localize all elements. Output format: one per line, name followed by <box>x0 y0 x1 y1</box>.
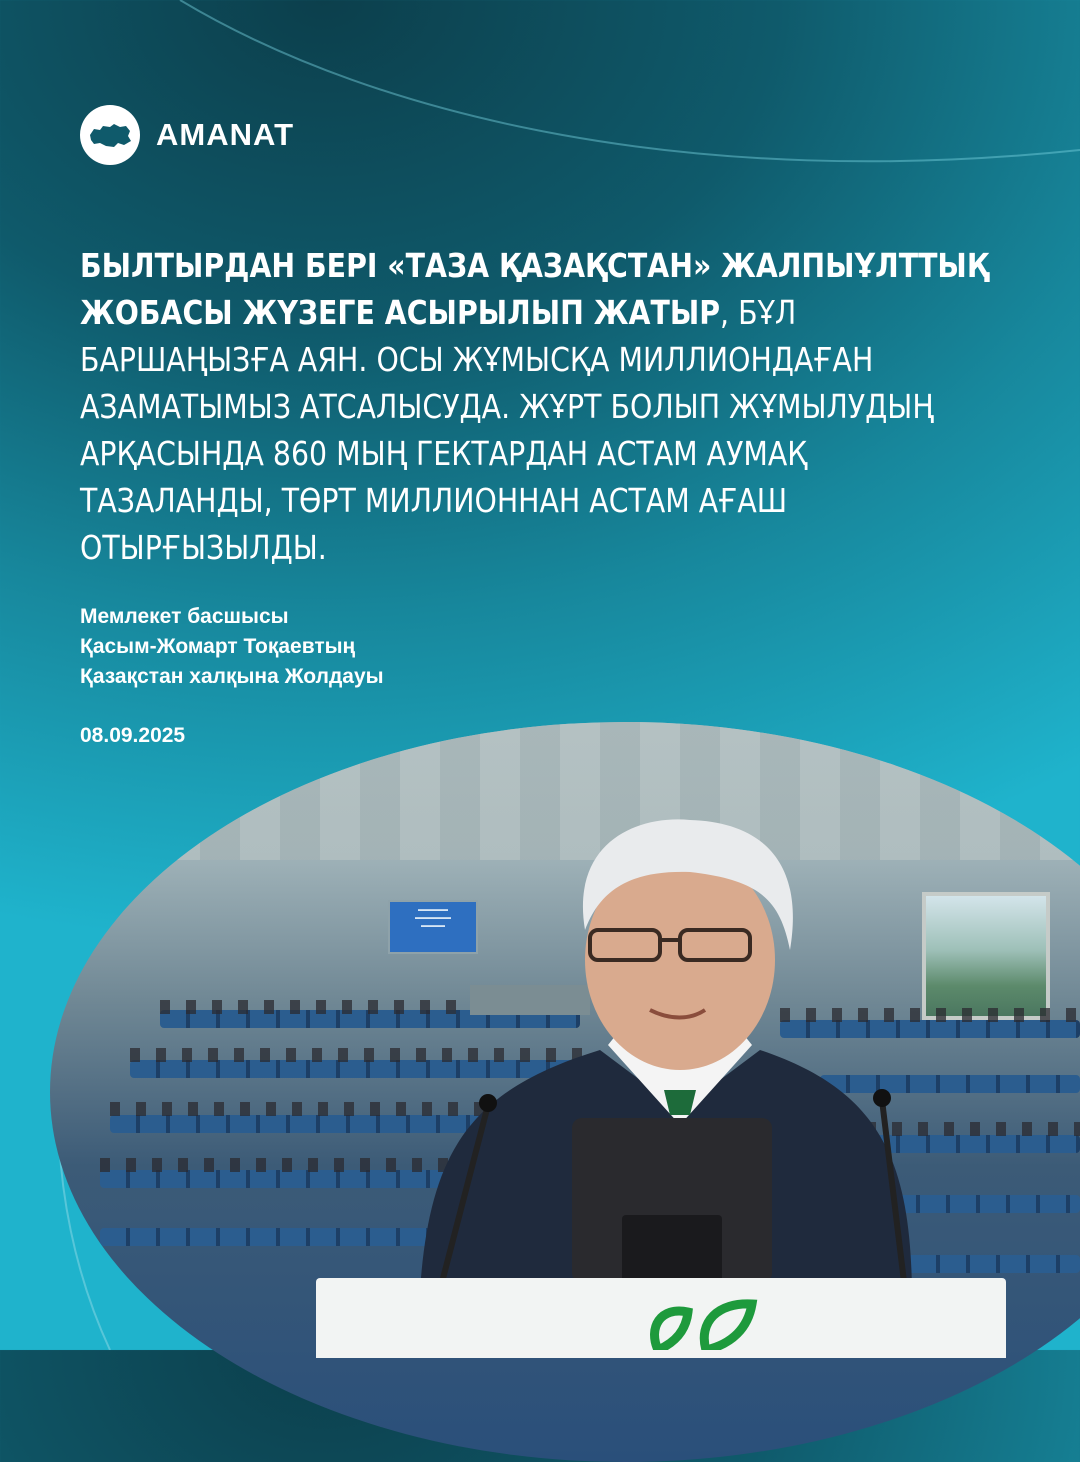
leaf-logo-icon <box>648 1298 758 1350</box>
attribution-line-1: Мемлекет басшысы <box>80 605 289 628</box>
attribution-line-3: Қазақстан халқына Жолдауы <box>80 665 384 688</box>
quote-regular: , БҰЛ БАРШАҢЫЗҒА АЯН. ОСЫ ЖҰМЫСҚА МИЛЛИОНДАҒАН АЗАМАТЫМЫЗ АТСАЛЫСУДА. ЖҰРТ БОЛЫП ЖҰМЫЛУДЫҢ АРҚАСЫНДА 860 МЫҢ ГЕКТАРДАН АСТАМ АУМАҚ ТАЗАЛАНДЫ, ТӨРТ МИЛЛИОННАН АСТАМ АҒАШ ОТЫРҒЫЗЫЛДЫ. <box>80 293 934 567</box>
brand-name: AMANAT <box>156 117 295 152</box>
quote-bold: БЫЛТЫРДАН БЕРІ «ТАЗА ҚАЗАҚСТАН» ЖАЛПЫҰЛТТЫҚ ЖОБАСЫ ЖҮЗЕГЕ АСЫРЫЛЫП ЖАТЫР <box>80 246 989 332</box>
attribution-line-2: Қасым-Жомарт Тоқаевтың <box>80 635 356 658</box>
hall-screen: ▬▬▬▬▬ ▬▬▬▬▬▬ ▬▬▬▬ <box>388 900 478 954</box>
